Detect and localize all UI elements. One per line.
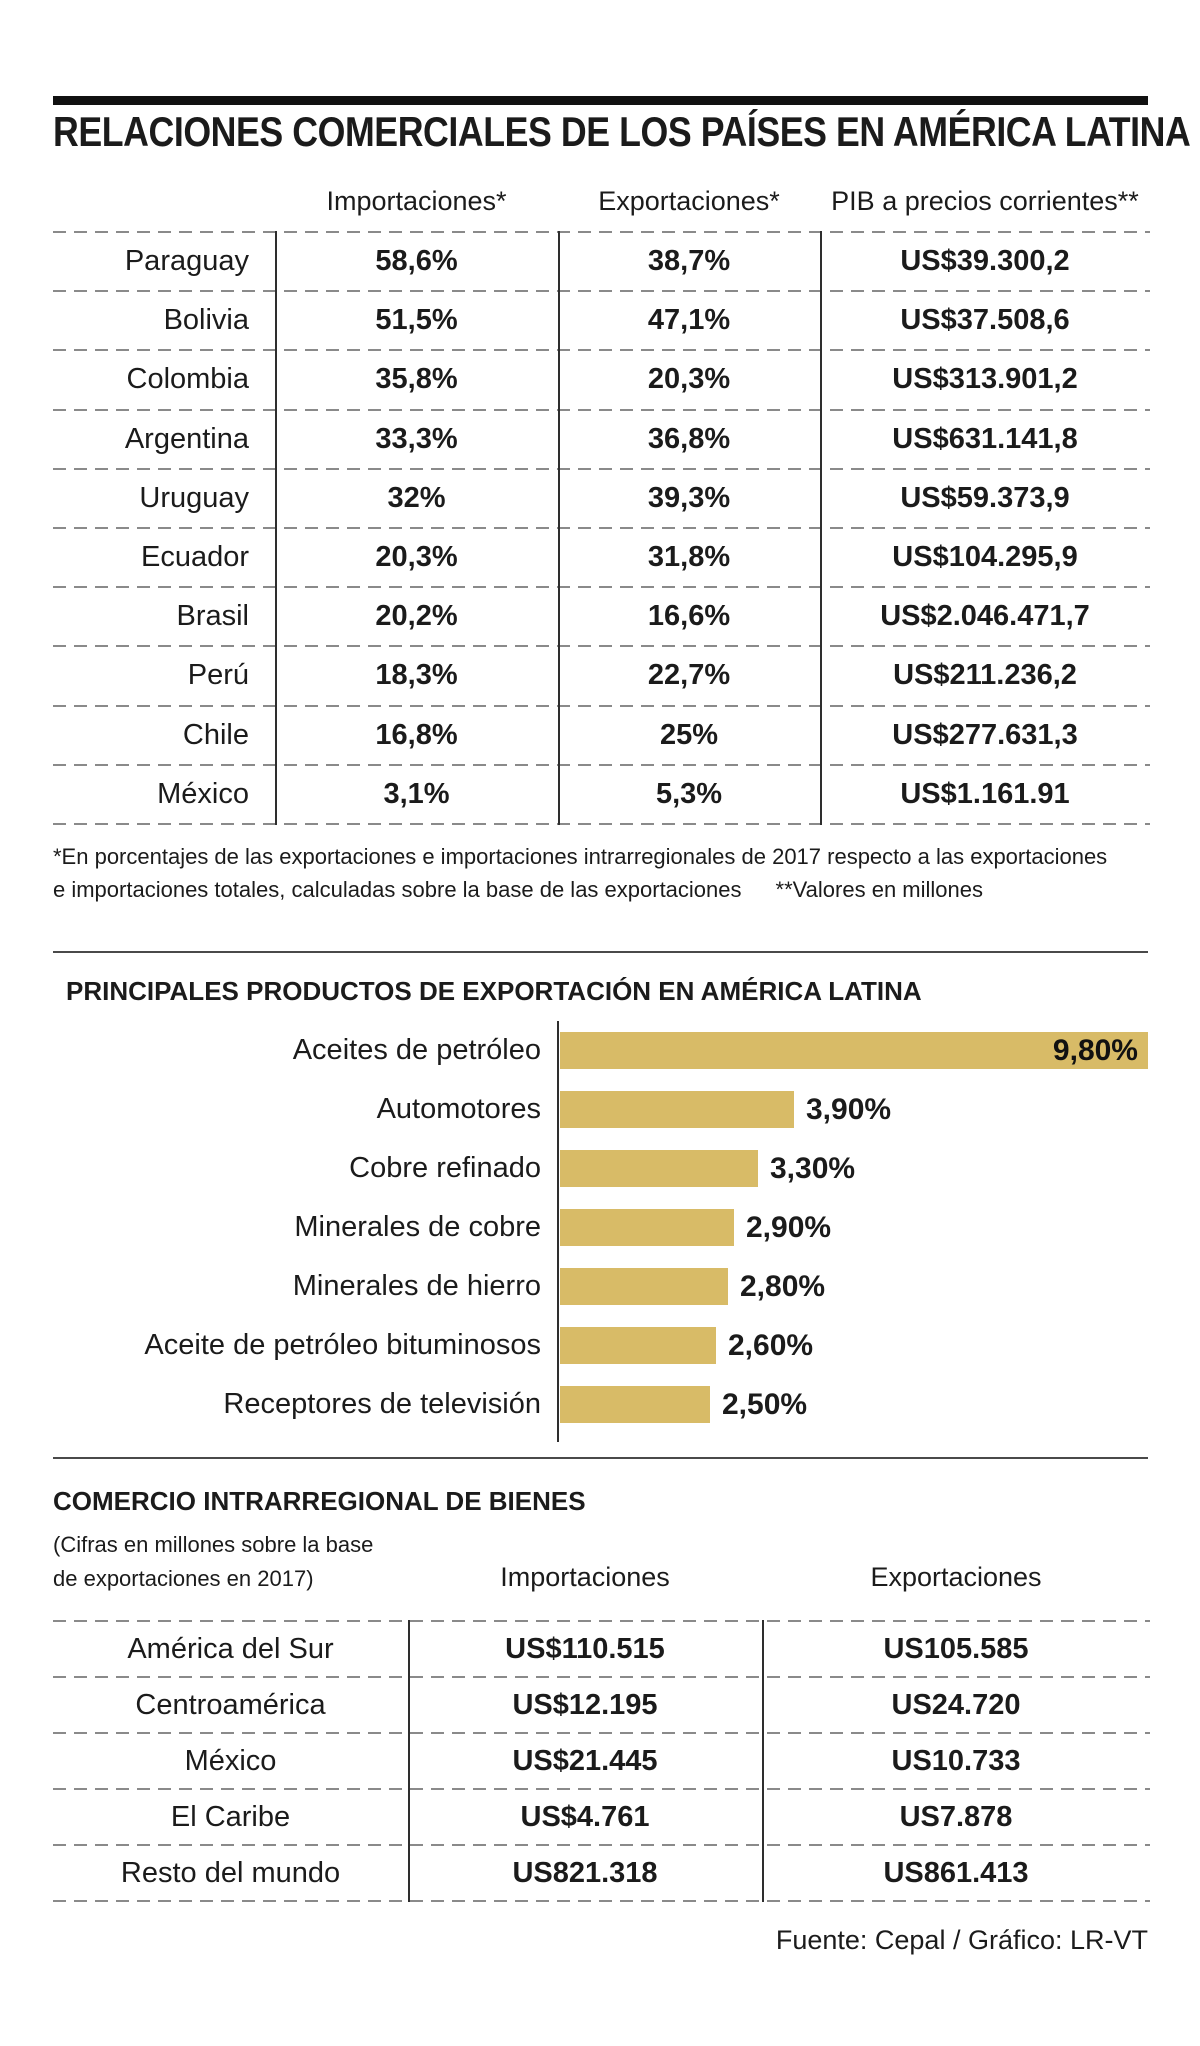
cell-importaciones: US821.318 (512, 1856, 658, 1889)
table-row (53, 351, 1150, 408)
table2-divider-2 (762, 1620, 764, 1902)
cell-pib: US$2.046.471,7 (880, 600, 1090, 633)
table-row (53, 1622, 1150, 1676)
cell-exportaciones: 38,7% (647, 245, 731, 278)
bar (560, 1150, 758, 1187)
cell-exportaciones: 39,3% (647, 481, 731, 514)
bar-row (53, 1080, 1150, 1139)
table2-header (53, 1562, 1150, 1600)
cell-pib: US$104.295,9 (892, 541, 1078, 574)
cell-exportaciones: 16,6% (647, 600, 731, 633)
row-separator (53, 823, 1150, 825)
table-row (53, 529, 1150, 586)
footnote-line2 (53, 873, 1153, 906)
table1-header (53, 186, 1150, 222)
cell-exportaciones: US861.413 (883, 1856, 1029, 1889)
cell-pib: US$37.508,6 (900, 304, 1070, 337)
bar (560, 1268, 728, 1305)
table1-divider-2 (558, 231, 560, 825)
cell-country: Colombia (126, 363, 249, 396)
table1-col-pib: PIB a precios corrientes** (831, 186, 1139, 216)
table-row (53, 1846, 1150, 1900)
cell-importaciones: 20,2% (375, 600, 458, 633)
footnote-line2-text: e importaciones totales, calculadas sobre la base de las exportaciones (53, 877, 742, 902)
bar-category-label: Minerales de hierro (292, 1270, 541, 1302)
cell-pib: US$277.631,3 (892, 718, 1078, 751)
table-row (53, 766, 1150, 823)
row-separator (53, 1900, 1150, 1902)
table1-divider-1 (275, 231, 277, 825)
section2-title: PRINCIPALES PRODUCTOS DE EXPORTACIÓN EN AMÉRICA LATINA (66, 976, 922, 1006)
cell-region: El Caribe (170, 1800, 291, 1833)
bar-row (53, 1021, 1150, 1080)
cell-pib: US$1.161.91 (900, 777, 1070, 810)
source-credit: Fuente: Cepal / Gráfico: LR-VT (775, 1925, 1148, 1955)
cell-pib: US$59.373,9 (900, 481, 1070, 514)
cell-country: Bolivia (163, 304, 249, 337)
cell-country: Chile (182, 718, 249, 751)
cell-exportaciones: US105.585 (883, 1632, 1029, 1665)
cell-country: Ecuador (140, 541, 249, 574)
cell-exportaciones: 31,8% (647, 541, 731, 574)
cell-country: Argentina (124, 422, 249, 455)
cell-importaciones: 58,6% (375, 245, 458, 278)
bar-value-label: 2,90% (746, 1210, 832, 1244)
footnote-valores: **Valores en millones (775, 877, 983, 902)
bar-row (53, 1316, 1150, 1375)
top-rule (53, 96, 1148, 105)
cell-country: Brasil (176, 600, 249, 633)
table-row (53, 411, 1150, 468)
bar-value-label: 3,30% (770, 1151, 856, 1185)
bar-value-label: 3,90% (806, 1092, 892, 1126)
table-row (53, 233, 1150, 290)
bar (560, 1091, 794, 1128)
bar-category-label: Receptores de televisión (223, 1388, 541, 1420)
table-row (53, 1734, 1150, 1788)
footnote-line1: *En porcentajes de las exportaciones e importaciones intrarregionales de 2017 respecto a las exportaciones (53, 844, 1108, 869)
cell-importaciones: US$12.195 (512, 1688, 658, 1721)
cell-country: Paraguay (124, 245, 249, 278)
cell-exportaciones: 36,8% (647, 422, 731, 455)
table2-intraregional-trade (53, 1620, 1150, 1902)
bar-category-label: Minerales de cobre (294, 1211, 541, 1243)
section-divider-rule (53, 1457, 1148, 1459)
bar-row (53, 1198, 1150, 1257)
table-row (53, 470, 1150, 527)
table1-col-exportaciones: Exportaciones* (598, 186, 780, 216)
bar-row (53, 1139, 1150, 1198)
bar-row (53, 1375, 1150, 1434)
bar-category-label: Aceites de petróleo (292, 1034, 541, 1066)
cell-region: Centroamérica (135, 1688, 326, 1721)
table1-trade-relations (53, 231, 1150, 825)
table-row (53, 1790, 1150, 1844)
bar-value-label: 2,50% (722, 1387, 808, 1421)
cell-importaciones: 51,5% (375, 304, 458, 337)
cell-exportaciones: US7.878 (899, 1800, 1013, 1833)
bar-value-label: 2,60% (728, 1328, 814, 1362)
table1-col-importaciones: Importaciones* (326, 186, 507, 216)
cell-exportaciones: US24.720 (891, 1688, 1021, 1721)
cell-pib: US$631.141,8 (892, 422, 1078, 455)
table2-col-importaciones: Importaciones (500, 1562, 670, 1592)
cell-importaciones: 3,1% (383, 777, 450, 810)
table-row (53, 292, 1150, 349)
cell-importaciones: 20,3% (375, 541, 458, 574)
note-line2: de exportaciones en 2017) (53, 1566, 314, 1591)
cell-importaciones: US$4.761 (520, 1800, 650, 1833)
cell-exportaciones: 20,3% (647, 363, 731, 396)
chart-axis-line (557, 1021, 559, 1442)
bar-category-label: Aceite de petróleo bituminosos (144, 1329, 541, 1361)
bar (560, 1327, 716, 1364)
bar-value-label: 2,80% (740, 1269, 826, 1303)
note-line1: (Cifras en millones sobre la base (53, 1532, 374, 1557)
table2-divider-1 (408, 1620, 410, 1902)
cell-importaciones: 35,8% (375, 363, 458, 396)
bar (560, 1386, 710, 1423)
cell-region: Resto del mundo (120, 1856, 341, 1889)
table2-col-exportaciones: Exportaciones (870, 1562, 1042, 1592)
export-products-bar-chart (53, 1021, 1150, 1443)
bar-row (53, 1257, 1150, 1316)
table-row (53, 647, 1150, 704)
table-row (53, 1678, 1150, 1732)
cell-region: México (184, 1744, 277, 1777)
cell-importaciones: 18,3% (375, 659, 458, 692)
bar-value-label: 9,80% (1052, 1033, 1138, 1067)
cell-pib: US$211.236,2 (893, 659, 1077, 692)
cell-country: México (157, 777, 249, 810)
cell-exportaciones: 25% (659, 718, 719, 751)
section-divider-rule (53, 951, 1148, 953)
bar (560, 1032, 1148, 1069)
cell-country: Uruguay (139, 481, 249, 514)
cell-importaciones: 16,8% (375, 718, 458, 751)
table-row (53, 588, 1150, 645)
bar-category-label: Cobre refinado (349, 1152, 541, 1184)
cell-pib: US$39.300,2 (900, 245, 1070, 278)
cell-importaciones: 32% (387, 481, 446, 514)
cell-exportaciones: 22,7% (647, 659, 731, 692)
page-title: RELACIONES COMERCIALES DE LOS PAÍSES EN AMÉRICA LATINA (53, 108, 1191, 155)
cell-region: América del Sur (127, 1632, 334, 1665)
cell-country: Perú (187, 659, 249, 692)
cell-pib: US$313.901,2 (892, 363, 1078, 396)
table1-divider-3 (820, 231, 822, 825)
bar (560, 1209, 734, 1246)
cell-exportaciones: 47,1% (647, 304, 731, 337)
cell-exportaciones: 5,3% (655, 777, 723, 810)
table1-footnote (53, 840, 1153, 906)
table-row (53, 707, 1150, 764)
cell-importaciones: 33,3% (375, 422, 458, 455)
cell-importaciones: US$110.515 (505, 1632, 665, 1665)
section3-title: COMERCIO INTRARREGIONAL DE BIENES (53, 1486, 586, 1516)
bar-category-label: Automotores (376, 1093, 541, 1125)
cell-importaciones: US$21.445 (512, 1744, 658, 1777)
cell-exportaciones: US10.733 (891, 1744, 1021, 1777)
